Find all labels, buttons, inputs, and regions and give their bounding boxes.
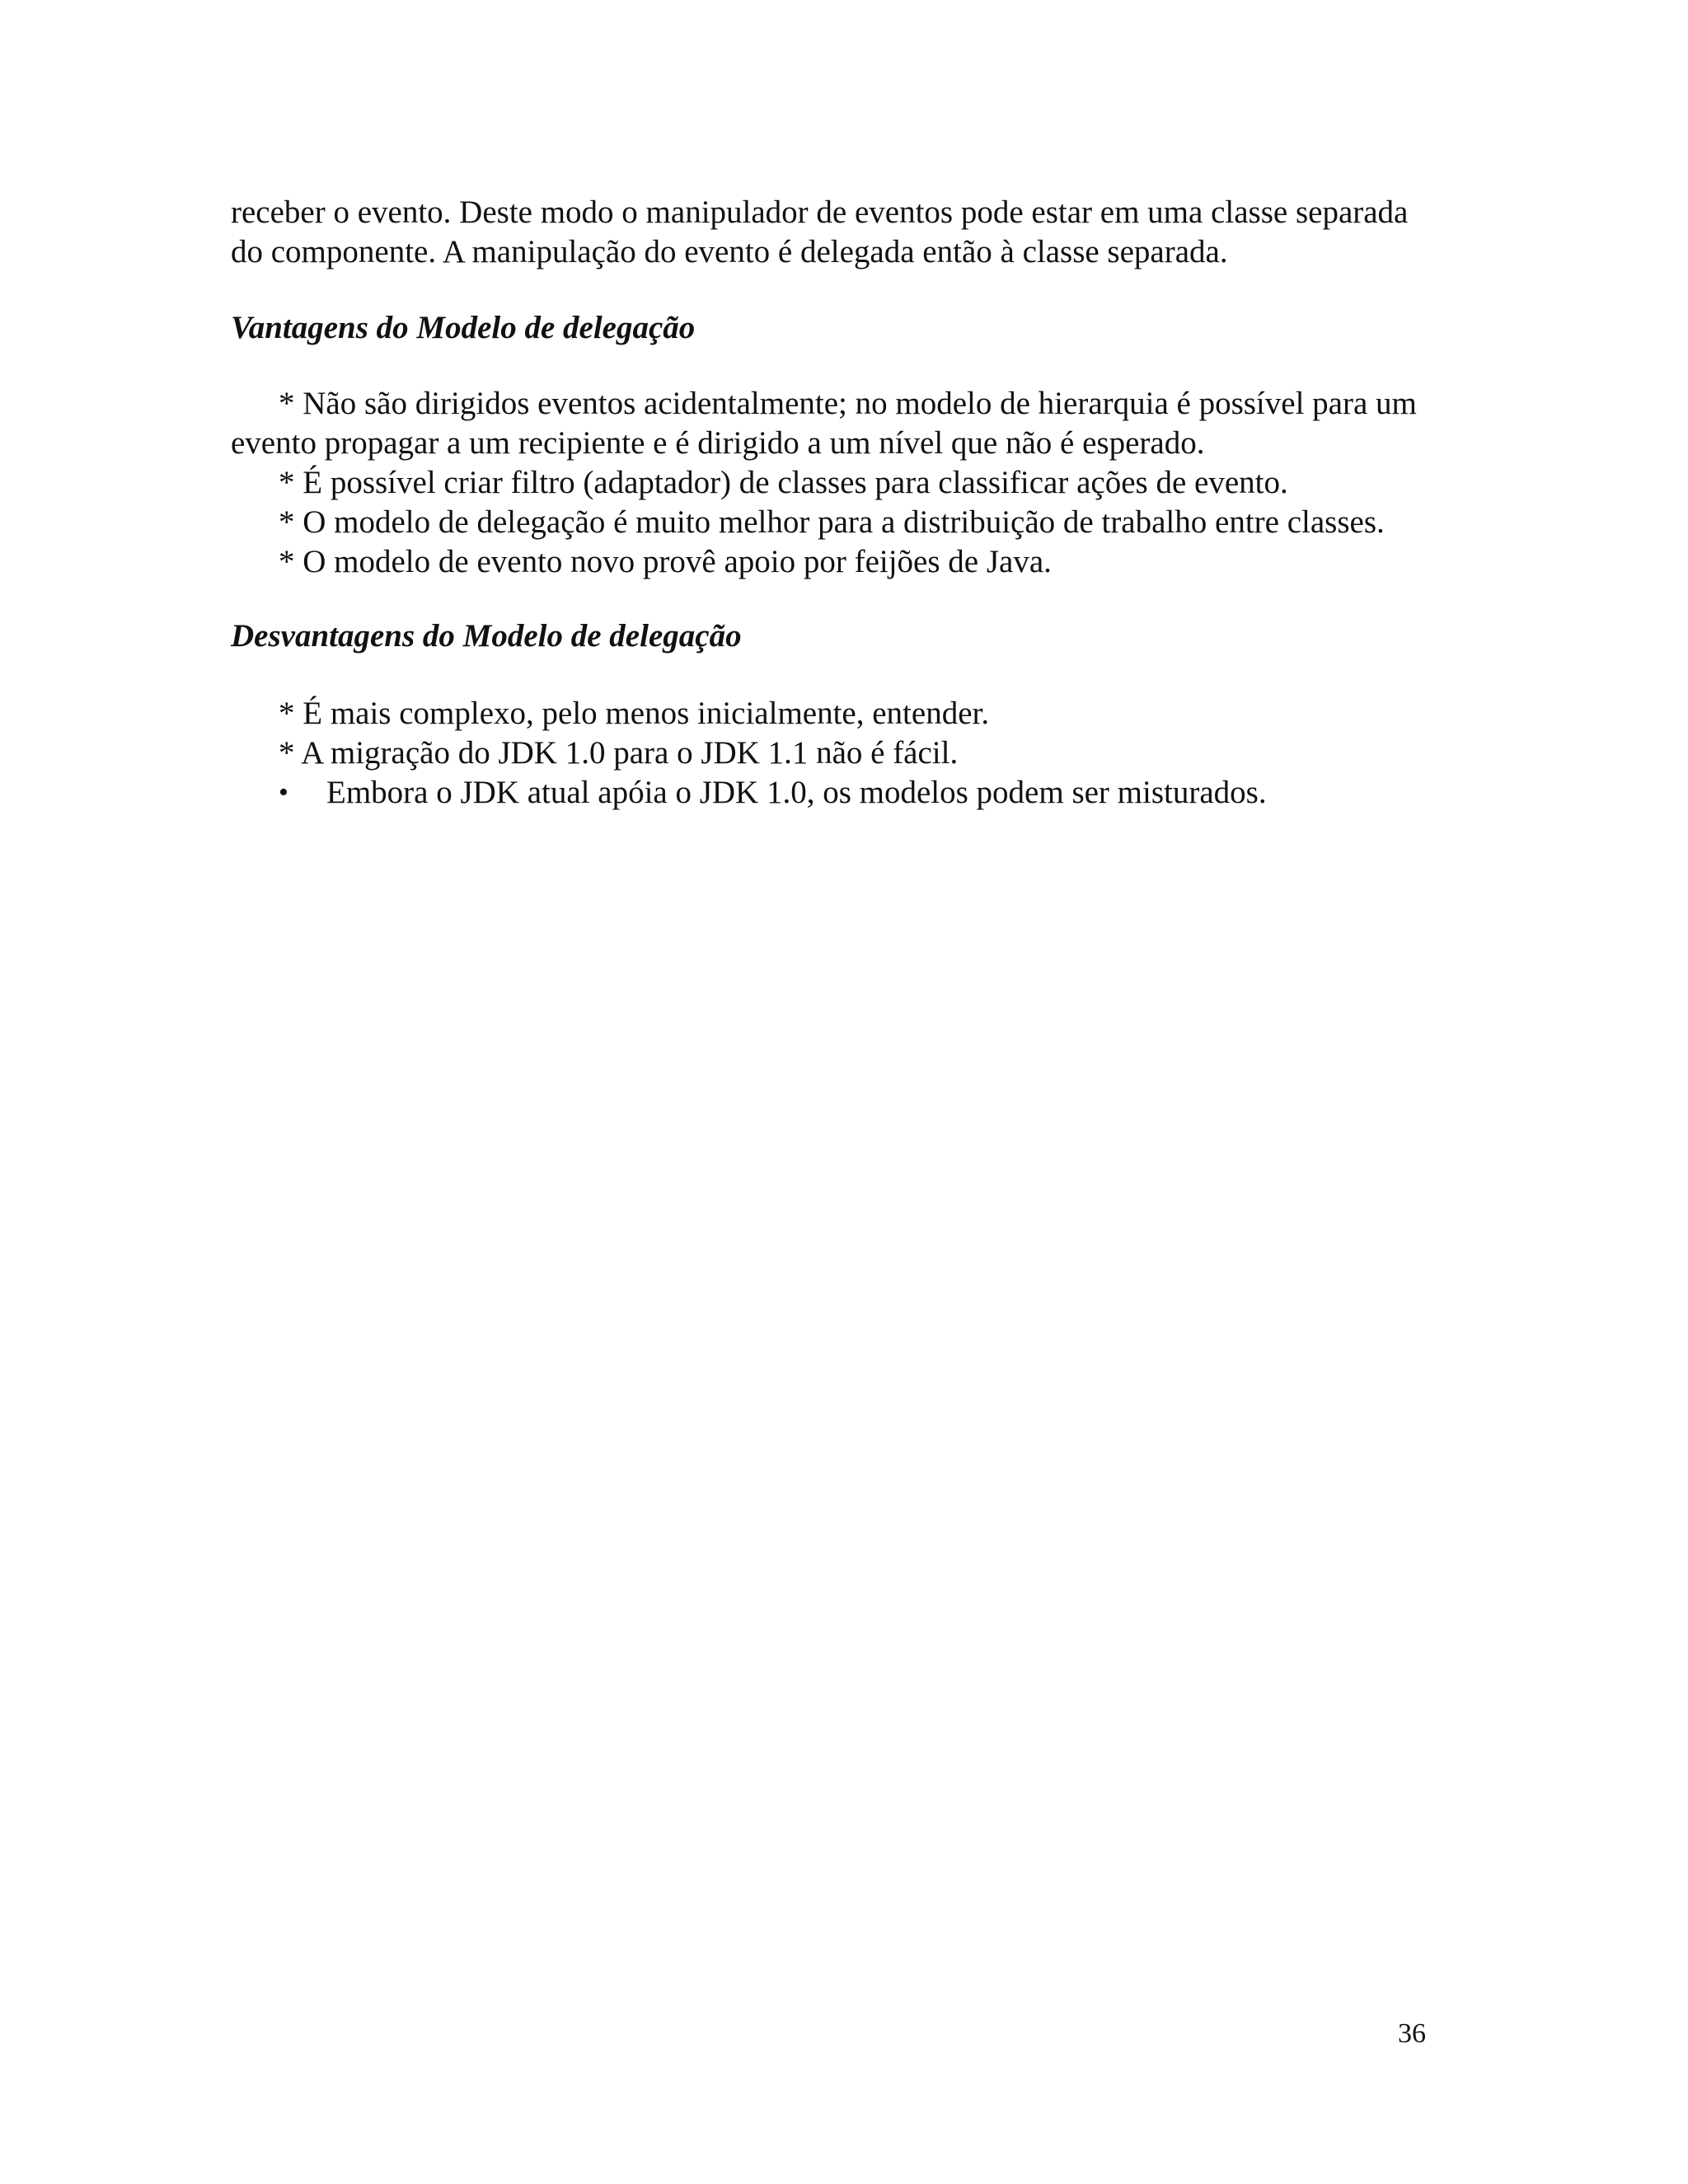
advantages-heading: Vantagens do Modelo de delegação (231, 310, 696, 345)
disadvantages-heading: Desvantagens do Modelo de delegação (231, 618, 742, 654)
advantage-item-3: * O modelo de delegação é muito melhor para a distribuição de trabalho entre classes. (279, 504, 1385, 540)
disadvantage-item-1: * É mais complexo, pelo menos inicialmente, entender. (279, 696, 990, 731)
intro-line-2: do componente. A manipulação do evento é delegada então à classe separada. (231, 234, 1228, 269)
advantage-item-1-line-2: evento propagar a um recipiente e é dirigido a um nível que não é esperado. (231, 425, 1205, 461)
page-number: 36 (1398, 2018, 1426, 2049)
intro-line-1: receber o evento. Deste modo o manipulador de eventos pode estar em uma classe separada (231, 194, 1409, 230)
disadvantage-item-2: * A migração do JDK 1.0 para o JDK 1.1 não é fácil. (279, 735, 959, 771)
advantage-item-1-line-1: * Não são dirigidos eventos acidentalmente; no modelo de hierarquia é possível para um (279, 386, 1417, 421)
advantage-item-4: * O modelo de evento novo provê apoio por feijões de Java. (279, 544, 1052, 579)
bullet-icon: • (279, 777, 288, 808)
disadvantage-item-3: Embora o JDK atual apóia o JDK 1.0, os modelos podem ser misturados. (326, 775, 1267, 810)
advantage-item-2: * É possível criar filtro (adaptador) de classes para classificar ações de evento. (279, 465, 1288, 500)
